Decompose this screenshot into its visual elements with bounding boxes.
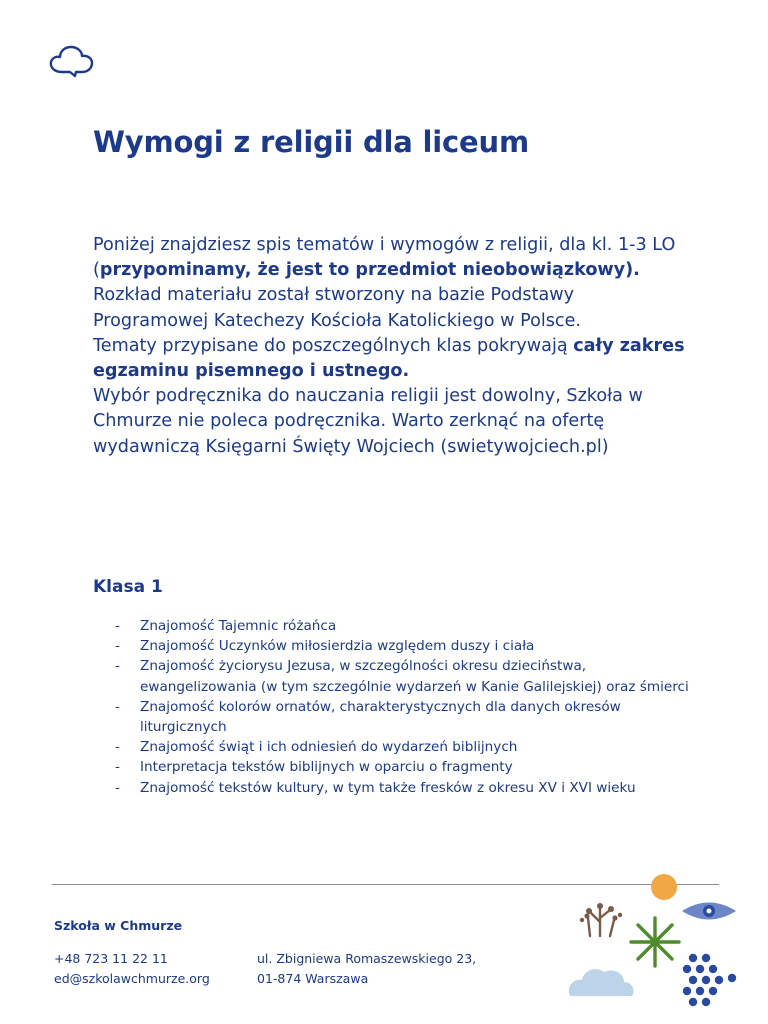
list-item [113,616,698,636]
footer-address-line: 01-874 Warszawa [257,971,369,986]
dots-pattern [683,954,736,1006]
nature-illustration [560,870,750,1010]
list-item [113,778,698,798]
intro-text: Rozkład materiału został stworzony na bazie Podstawy Programowej Katechezy Kościoła Katolickiego w Polsce. [93,285,582,331]
list-item [113,697,698,737]
section-heading-klasa-1: Klasa 1 [93,577,163,597]
bullet-dash: - [115,698,120,715]
footer-org-name: Szkoła w Chmurze [54,918,183,933]
intro-text: Poniżej znajdziesz spis tematów i wymogów z religii, dla kl. 1-3 LO ( [93,235,676,281]
intro-emphasis: przypominamy, że jest to przedmiot nieobowiązkowy). [99,260,640,281]
bullet-dash: - [115,779,120,796]
branch-icon [588,908,614,936]
cloud-icon [569,969,634,996]
bullet-dash: - [115,618,120,634]
footer-email: ed@szkolawchmurze.org [54,971,210,986]
list-item-text: Znajomość kolorów ornatów, charakterystycznych dla danych okresów liturgicznych [140,698,621,736]
list-item [113,757,698,777]
intro-paragraph [93,233,693,460]
bullet-dash: - [115,658,120,675]
footer-contact [54,949,210,989]
intro-emphasis: cały zakres egzaminu pisemnego i ustnego. [93,335,685,382]
list-item-text: Interpretacja tekstów biblijnych w oparciu o fragmenty [140,759,513,776]
eye-icon [682,903,736,920]
list-item-text: Znajomość świąt i ich odniesień do wydarzeń biblijnych [140,739,518,756]
footer-phone: +48 723 11 22 11 [54,951,168,966]
list-item-text: Znajomość Tajemnic różańca [140,618,337,634]
requirements-list [113,616,698,798]
list-item [113,636,698,656]
list-item [113,656,698,696]
asterisk-icon [631,918,679,966]
page-title: Wymogi z religii dla liceum [93,125,529,159]
bullet-dash: - [115,759,120,776]
intro-text: Wybór podręcznika do nauczania religii jest dowolny, Szkoła w Chmurze nie poleca podręcznika. Warto zerknąć na ofertę wydawniczą Księgarni Święty Wojciech (swietywojciech.pl) [93,386,643,457]
footer-address-line: ul. Zbigniewa Romaszewskiego 23, [257,951,477,966]
list-item-text: Znajomość tekstów kultury, w tym także fresków z okresu XV i XVI wieku [140,779,636,796]
list-item-text: Znajomość życiorysu Jezusa, w szczególności okresu dzieciństwa, ewangelizowania (w tym szczególnie wydarzeń w Kanie Galilejskiej) oraz śmierci [140,658,689,695]
cloud-logo-icon [48,40,96,78]
footer-address [257,949,476,989]
list-item-text: Znajomość Uczynków miłosierdzia względem duszy i ciała [140,638,535,655]
list-item [113,737,698,757]
intro-text: Tematy przypisane do poszczególnych klas pokrywają [93,335,574,356]
bullet-dash: - [115,739,120,756]
bullet-dash: - [115,638,120,655]
